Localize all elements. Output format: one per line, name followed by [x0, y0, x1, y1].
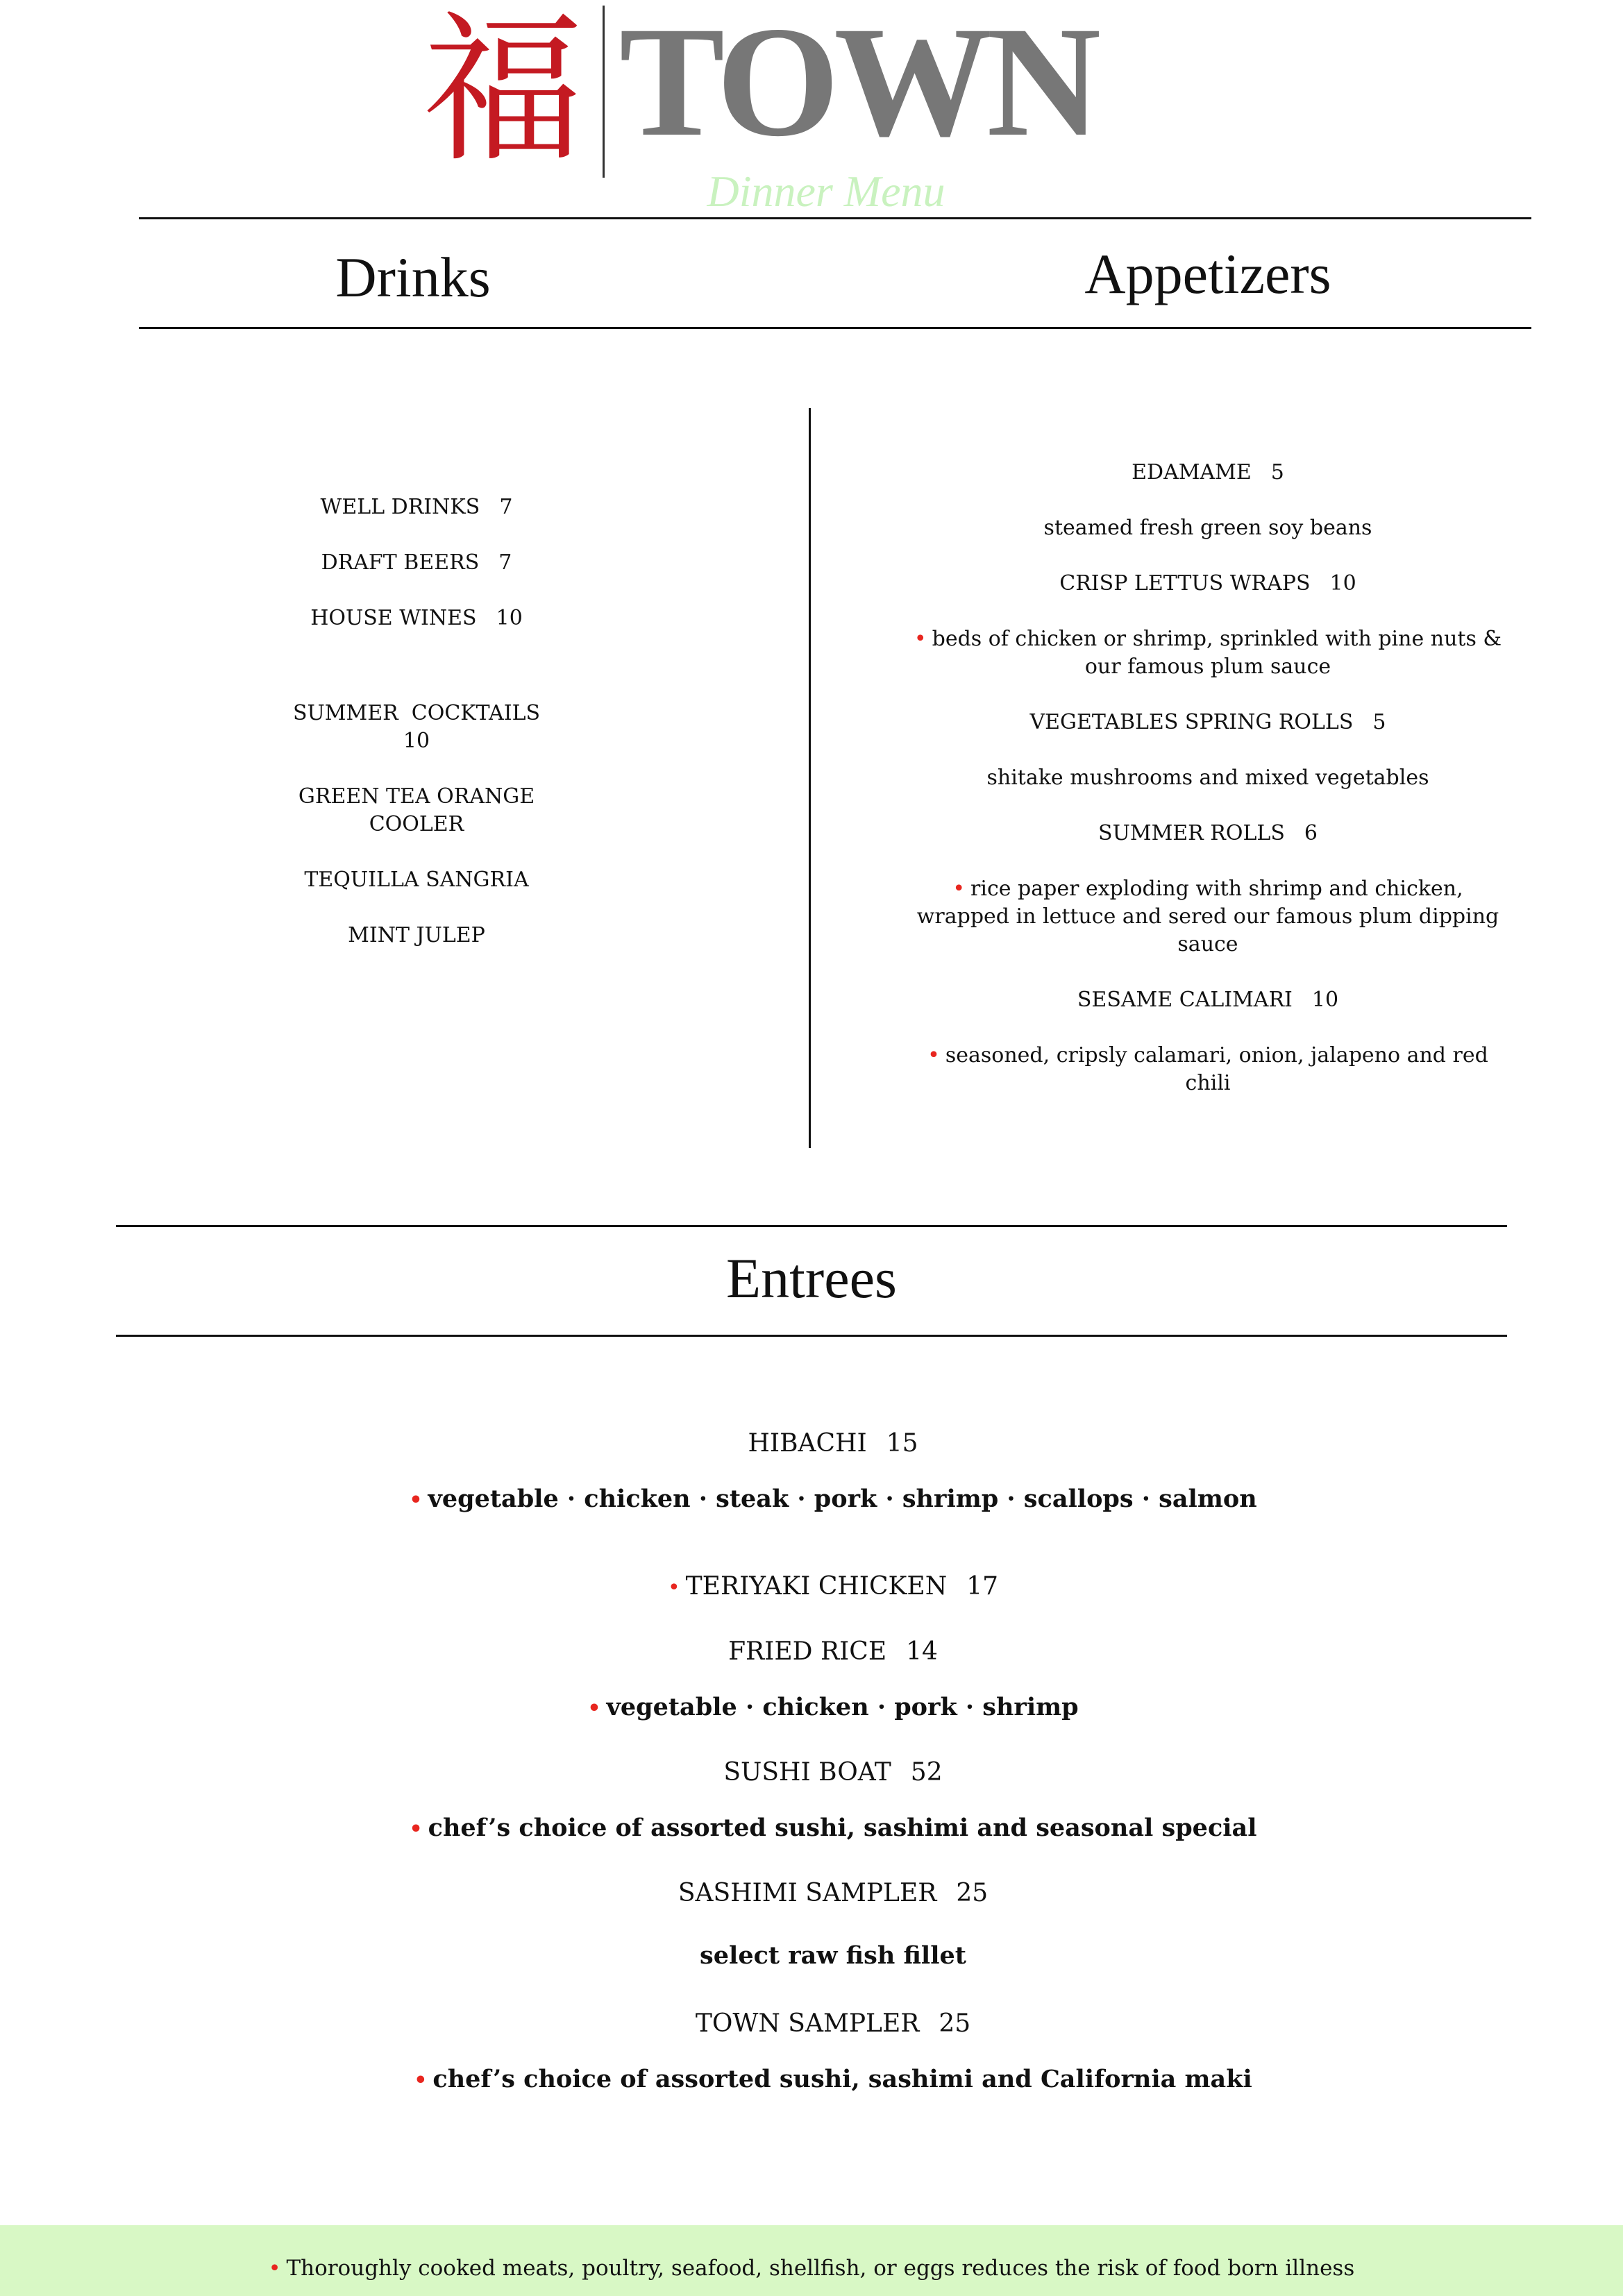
bullet-icon: • [409, 1817, 423, 1841]
entree-name: HIBACHI 15 [748, 1429, 918, 1458]
bullet-icon: • [414, 2068, 428, 2093]
entrees-bottom-rule [116, 1335, 1507, 1337]
appetizer-description: sauce [1177, 932, 1238, 956]
appetizer-description: steamed fresh green soy beans [1043, 516, 1372, 540]
drinks-title: Drinks [335, 246, 491, 309]
appetizer-description: our famous plum sauce [1084, 655, 1331, 679]
drink-price: 7 [498, 550, 512, 575]
appetizer-name: SUMMER ROLLS 6 [1098, 821, 1318, 845]
entree-description: • vegetable · chicken · steak · pork · shrimp · scallops · salmon [409, 1485, 1257, 1513]
appetizer-price: 10 [1311, 988, 1339, 1012]
cocktails-price: 10 [403, 729, 430, 753]
logo-wordmark: TOWN [619, 0, 1095, 169]
appetizer-name: SESAME CALIMARI 10 [1077, 988, 1339, 1012]
appetizer-description: • seasoned, cripsly calamari, onion, jalapeno and red [927, 1043, 1488, 1067]
entree-name: SASHIMI SAMPLER 25 [678, 1879, 989, 1907]
food-safety-note: • Thoroughly cooked meats, poultry, seafood, shellfish, or eggs reduces the risk of food born illness [268, 2256, 1355, 2281]
drink-item [208, 549, 625, 577]
entree-name: FRIED RICE 14 [728, 1637, 938, 1666]
entree-description: • chef’s choice of assorted sushi, sashimi and seasonal special [409, 1814, 1257, 1842]
logo-divider [603, 6, 605, 178]
entree-name: TOWN SAMPLER 25 [695, 2009, 971, 2038]
menu-subtitle: Dinner Menu [707, 167, 945, 216]
drink-item [208, 493, 625, 521]
cocktail-item: COOLER [369, 812, 464, 836]
cocktails-heading: SUMMER COCKTAILS [292, 701, 541, 725]
appetizer-description: • beds of chicken or shrimp, sprinkled with pine nuts & [914, 627, 1502, 651]
column-divider [809, 408, 811, 1148]
entree-price: 15 [886, 1429, 918, 1458]
appetizer-name: CRISP LETTUS WRAPS 10 [1059, 571, 1356, 596]
drink-name: DRAFT BEERS [321, 550, 480, 575]
entree-price: 17 [966, 1572, 999, 1601]
appetizer-description: shitake mushrooms and mixed vegetables [986, 766, 1429, 790]
appetizer-price: 10 [1329, 571, 1356, 596]
drink-item [208, 605, 625, 632]
entree-description: select raw fish fillet [700, 1941, 966, 1970]
appetizer-price: 5 [1372, 710, 1386, 734]
drink-name: HOUSE WINES [310, 606, 477, 630]
bullet-icon: • [927, 1043, 940, 1067]
bullet-icon: • [952, 877, 966, 901]
top-rule [139, 217, 1531, 219]
entree-description: • chef’s choice of assorted sushi, sashimi and California maki [414, 2065, 1252, 2093]
entrees-top-rule [116, 1225, 1507, 1227]
drink-name: WELL DRINKS [320, 495, 480, 519]
drink-price: 10 [496, 606, 523, 630]
entree-description: • vegetable · chicken · pork · shrimp [587, 1693, 1079, 1721]
bullet-icon: • [914, 627, 927, 651]
bullet-icon: • [409, 1488, 423, 1512]
drink-price: 7 [499, 495, 513, 519]
appetizer-name: VEGETABLES SPRING ROLLS 5 [1029, 710, 1386, 734]
entree-price: 25 [956, 1879, 989, 1907]
appetizer-description: chili [1185, 1071, 1231, 1095]
bullet-icon: • [667, 1576, 680, 1600]
appetizer-name: EDAMAME 5 [1132, 460, 1284, 484]
entree-price: 52 [910, 1758, 943, 1787]
section-header-rule [139, 327, 1531, 329]
logo-fu-character: 福 [422, 0, 584, 184]
cocktail-item: MINT JULEP [348, 923, 485, 947]
appetizer-description: • rice paper exploding with shrimp and chicken, [952, 877, 1463, 901]
entree-name: • TERIYAKI CHICKEN 17 [667, 1572, 999, 1601]
bullet-icon: • [268, 2256, 281, 2281]
appetizers-title: Appetizers [1084, 242, 1331, 305]
bullet-icon: • [587, 1696, 601, 1721]
appetizer-description: wrapped in lettuce and sered our famous plum dipping [916, 904, 1499, 929]
cocktail-item: TEQUILLA SANGRIA [304, 868, 529, 892]
appetizer-price: 5 [1270, 460, 1284, 484]
entree-price: 14 [906, 1637, 938, 1666]
cocktail-item: GREEN TEA ORANGE [298, 784, 535, 809]
entree-price: 25 [939, 2009, 971, 2038]
entree-name: SUSHI BOAT 52 [723, 1758, 943, 1787]
entrees-title: Entrees [726, 1247, 897, 1310]
appetizer-price: 6 [1304, 821, 1318, 845]
